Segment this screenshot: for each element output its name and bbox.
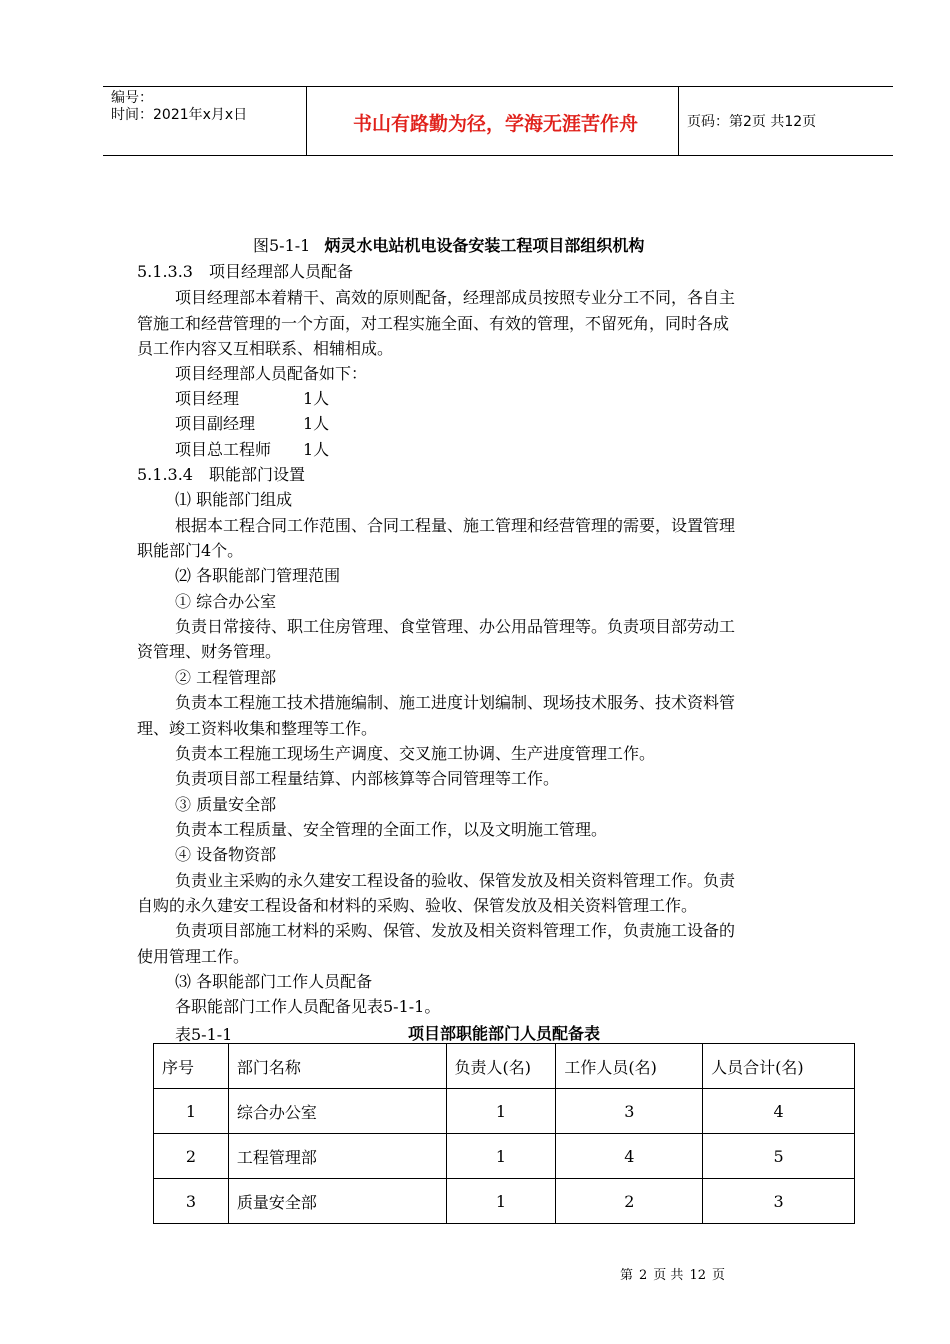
table-cell: 1 [446, 1179, 556, 1224]
subheading: ⑴ 职能部门组成 [175, 490, 293, 509]
column-header: 部门名称 [228, 1044, 446, 1089]
table-row [154, 1179, 855, 1224]
paragraph-line: 根据本工程合同工作范围、合同工程量、施工管理和经营管理的需要，设置管理 [175, 516, 736, 535]
table-header-row [154, 1044, 855, 1089]
staffing-table [153, 1043, 855, 1224]
table-cell: 1 [446, 1134, 556, 1179]
paragraph-line: 项目经理部本着精干、高效的原则配备，经理部成员按照专业分工不同，各自主 [175, 288, 736, 307]
column-header: 人员合计(名) [703, 1044, 855, 1089]
staff-item: 项目经理 1人 [175, 389, 330, 408]
section-heading: 5.1.3.4 职能部门设置 [137, 465, 305, 484]
department-heading: ② 工程管理部 [175, 668, 277, 687]
column-header: 负责人(名) [446, 1044, 556, 1089]
paragraph-line: 负责本工程施工现场生产调度、交叉施工协调、生产进度管理工作。 [175, 744, 656, 763]
number-label: 编号： [111, 90, 153, 106]
table-cell: 1 [154, 1089, 229, 1134]
paragraph-line: 各职能部门工作人员配备见表5-1-1。 [175, 997, 441, 1016]
header-divider [306, 87, 307, 155]
paragraph-line: 管施工和经营管理的一个方面，对工程实施全面、有效的管理，不留死角，同时各成 [137, 314, 730, 333]
time-label: 时间：2021年x月x日 [111, 107, 248, 123]
table-row [154, 1089, 855, 1134]
department-heading: ① 综合办公室 [175, 592, 277, 611]
staff-item: 项目总工程师 1人 [175, 440, 330, 459]
table-number: 表5-1-1 [175, 1025, 233, 1044]
table-cell: 工程管理部 [228, 1134, 446, 1179]
table-cell: 1 [446, 1089, 556, 1134]
subheading: ⑶ 各职能部门工作人员配备 [175, 972, 373, 991]
column-header: 序号 [154, 1044, 229, 1089]
table-cell: 3 [556, 1089, 703, 1134]
figure-title: 炳灵水电站机电设备安装工程项目部组织机构 [324, 236, 645, 255]
page-header [103, 86, 893, 156]
paragraph-line: 理、竣工资料收集和整理等工作。 [137, 719, 378, 738]
figure-number: 图5-1-1 [253, 236, 311, 255]
table-cell: 4 [556, 1134, 703, 1179]
header-divider [678, 87, 679, 155]
paragraph-line: 负责业主采购的永久建安工程设备的验收、保管发放及相关资料管理工作。负责 [175, 871, 736, 890]
column-header: 工作人员(名) [556, 1044, 703, 1089]
table-cell: 5 [703, 1134, 855, 1179]
header-meta [111, 90, 247, 124]
table-cell: 3 [703, 1179, 855, 1224]
header-page-info: 页码：第2页 共12页 [687, 114, 817, 130]
table-cell: 2 [154, 1134, 229, 1179]
paragraph-line: 负责日常接待、职工住房管理、食堂管理、办公用品管理等。负责项目部劳动工 [175, 617, 736, 636]
table-cell: 2 [556, 1179, 703, 1224]
paragraph-line: 资管理、财务管理。 [137, 642, 282, 661]
table-cell: 4 [703, 1089, 855, 1134]
footer-suffix: 页 [711, 1268, 725, 1283]
footer-mid: 页 共 [653, 1268, 684, 1283]
staff-item: 项目副经理 1人 [175, 414, 330, 433]
subheading: ⑵ 各职能部门管理范围 [175, 566, 341, 585]
paragraph-line: 负责本工程施工技术措施编制、施工进度计划编制、现场技术服务、技术资料管 [175, 693, 736, 712]
table-cell: 质量安全部 [228, 1179, 446, 1224]
table-title: 项目部职能部门人员配备表 [408, 1024, 601, 1043]
paragraph-line: 负责本工程质量、安全管理的全面工作，以及文明施工管理。 [175, 820, 608, 839]
table-cell: 3 [154, 1179, 229, 1224]
paragraph-line: 负责项目部施工材料的采购、保管、发放及相关资料管理工作，负责施工设备的 [175, 921, 736, 940]
section-heading: 5.1.3.3 项目经理部人员配备 [137, 262, 353, 281]
paragraph-line: 自购的永久建安工程设备和材料的采购、验收、保管发放及相关资料管理工作。 [137, 896, 698, 915]
footer-prefix: 第 [620, 1268, 634, 1283]
paragraph-line: 使用管理工作。 [137, 947, 250, 966]
header-motto: 书山有路勤为径，学海无涯苦作舟 [352, 113, 638, 135]
department-heading: ③ 质量安全部 [175, 795, 277, 814]
paragraph-line: 项目经理部人员配备如下： [175, 364, 368, 383]
paragraph-line: 负责项目部工程量结算、内部核算等合同管理等工作。 [175, 769, 560, 788]
footer-total: 12 [689, 1268, 706, 1283]
page-footer [617, 1264, 728, 1283]
department-heading: ④ 设备物资部 [175, 845, 277, 864]
footer-page: 2 [639, 1268, 648, 1283]
paragraph-line: 职能部门4个。 [137, 541, 244, 560]
table-row [154, 1134, 855, 1179]
paragraph-line: 员工作内容又互相联系、相辅相成。 [137, 339, 394, 358]
table-cell: 综合办公室 [228, 1089, 446, 1134]
figure-caption [253, 233, 644, 256]
